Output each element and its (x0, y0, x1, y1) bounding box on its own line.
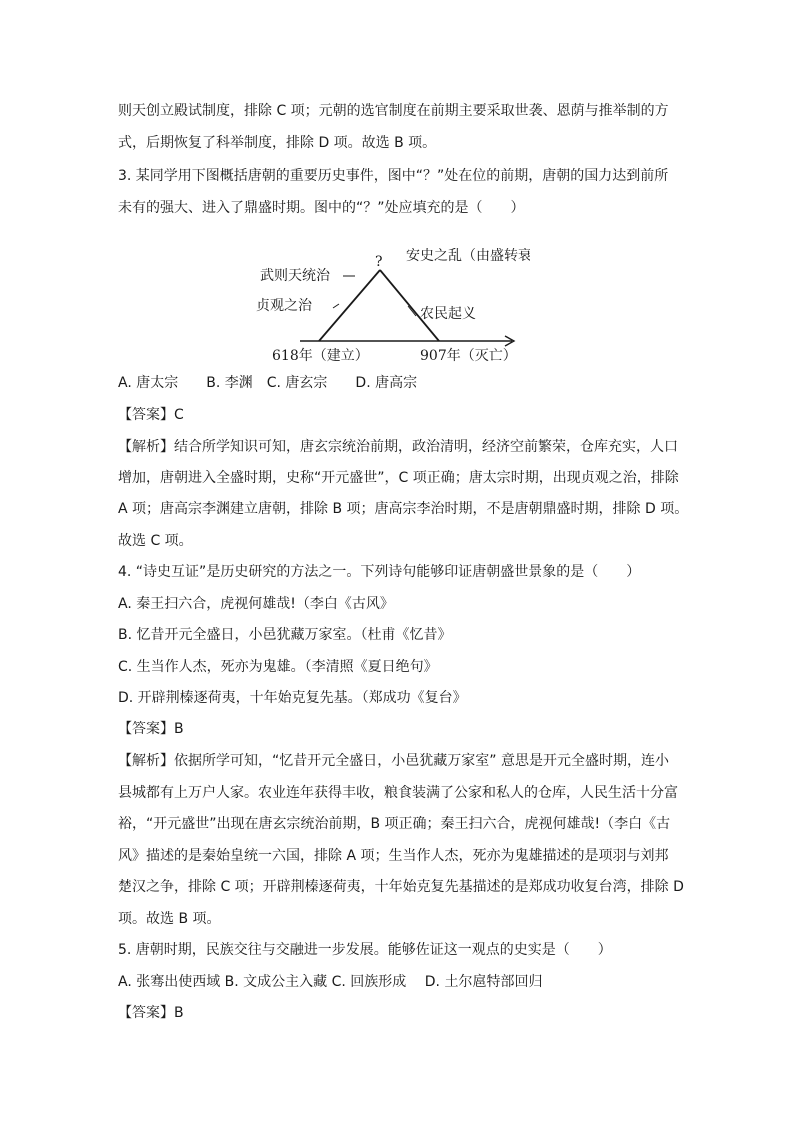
q4-answer: 【答案】B (118, 721, 184, 737)
q5-options: A. 张骞出使西域 B. 文成公主入藏 C. 回族形成 D. 土尔扈特部回归 (118, 974, 543, 990)
q2-analysis-line-2: 式，后期恢复了科举制度，排除 D 项。故选 B 项。 (118, 135, 437, 151)
q4-analysis-line-5: 楚汉之争，排除 C 项；开辟荆榛逐荷夷，十年始克复先基描述的是郑成功收复台湾，排除 D (118, 879, 684, 895)
q4-stem: 4. “诗史互证”是历史研究的方法之一。下列诗句能够印证唐朝盛世景象的是（ ） (118, 564, 641, 580)
q4-analysis-line-1: 【解析】依据所学可知，“忆昔开元全盛日，小邑犹藏万家室” 意思是开元全盛时期，连小 (118, 753, 669, 769)
q4-analysis-line-6: 项。故选 B 项。 (118, 911, 221, 927)
diagram-label-wuzetian: 武则天统治 (260, 268, 330, 284)
diagram-apex-question-mark: ? (375, 254, 383, 270)
q3-analysis-line-2: 增加，唐朝进入全盛时期，史称“开元盛世”，C 项正确；唐太宗时期，出现贞观之治，排除 (118, 470, 679, 486)
q3-options: A. 唐太宗 B. 李渊 C. 唐玄宗 D. 唐高宗 (118, 375, 418, 391)
diagram-label-907: 907年（灭亡） (420, 348, 517, 364)
q4-option-d: D. 开辟荆榛逐荷夷，十年始克复先基。（郑成功《复台》 (118, 690, 467, 706)
q3-stem-line-2: 未有的强大、进入了鼎盛时期。图中的“？”处应填充的是（ ） (118, 200, 525, 216)
q4-analysis-line-2: 县城都有上万户人家。农业连年获得丰收，粮食装满了公家和私人的仓库，人民生活十分富 (118, 785, 678, 801)
q5-stem: 5. 唐朝时期，民族交往与交融进一步发展。能够佐证这一观点的史实是（ ） (118, 942, 612, 958)
leader-line-zhenguan (333, 304, 339, 308)
diagram-label-anshi: 安史之乱（由盛转衰 (406, 248, 530, 264)
q4-option-a: A. 秦王扫六合，虎视何雄哉!（李白《古风》 (118, 596, 394, 612)
q3-analysis-line-3: A 项；唐高宗李渊建立唐朝，排除 B 项；唐高宗李治时期，不是唐朝鼎盛时期，排除 D 项。 (118, 501, 689, 517)
tang-dynasty-triangle-diagram (250, 248, 530, 370)
triangle-diagram-svg (250, 248, 530, 370)
diagram-label-618: 618年（建立） (272, 348, 369, 364)
diagram-label-zhenguan: 贞观之治 (256, 298, 312, 314)
diagram-label-nongmin: 农民起义 (420, 306, 476, 322)
q4-option-c: C. 生当作人杰，死亦为鬼雄。（李清照《夏日绝句》 (118, 659, 438, 675)
q2-analysis-line-1: 则天创立殿试制度，排除 C 项；元朝的选官制度在前期主要采取世袭、恩荫与推举制的方 (118, 103, 669, 119)
q4-option-b: B. 忆昔开元全盛日，小邑犹藏万家室。（杜甫《忆昔》 (118, 627, 452, 643)
q4-analysis-line-3: 裕，“开元盛世”出现在唐玄宗统治前期，B 项正确；秦王扫六合，虎视何雄哉!（李白《古 (118, 816, 671, 832)
q3-answer: 【答案】C (118, 407, 184, 423)
q4-analysis-line-4: 风》描述的是秦始皇统一六国，排除 A 项；生当作人杰，死亦为鬼雄描述的是项羽与刘邦 (118, 848, 669, 864)
q3-stem-line-1: 3. 某同学用下图概括唐朝的重要历史事件，图中“？”处在位的前期，唐朝的国力达到前所 (118, 168, 669, 184)
q3-analysis-line-1: 【解析】结合所学知识可知，唐玄宗统治前期，政治清明，经济空前繁荣，仓库充实，人口 (118, 439, 678, 455)
q3-analysis-line-4: 故选 C 项。 (118, 533, 193, 549)
q5-answer: 【答案】B (118, 1005, 184, 1021)
